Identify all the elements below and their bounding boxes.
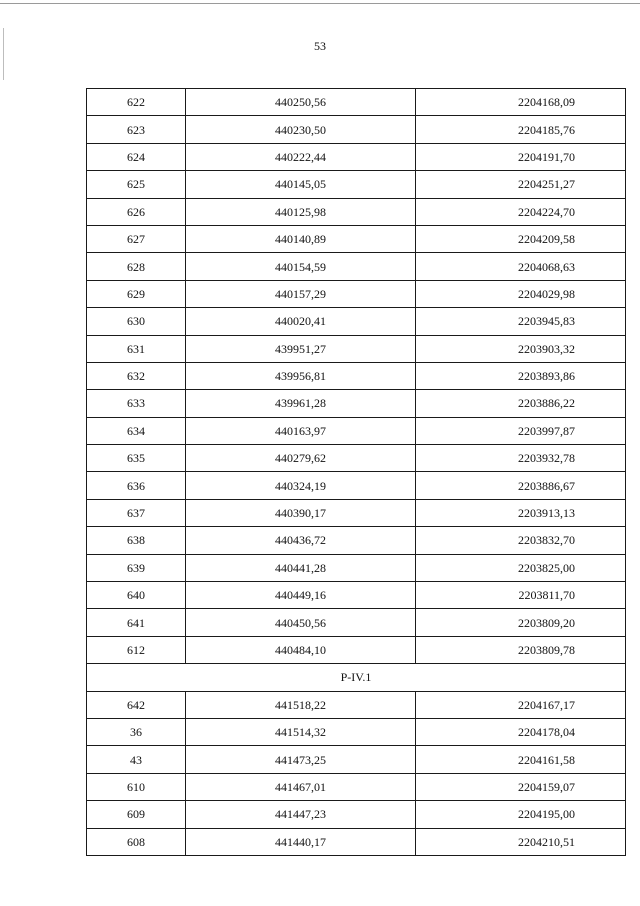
table-row xyxy=(87,198,626,225)
table-row xyxy=(87,89,626,116)
table-row xyxy=(87,609,626,636)
x-coordinate-cell: 440441,28 xyxy=(186,554,416,581)
table-section xyxy=(87,664,626,691)
table-row xyxy=(87,499,626,526)
y-coordinate-cell: 2204224,70 xyxy=(416,198,626,225)
y-coordinate-cell: 2203825,00 xyxy=(416,554,626,581)
table-row xyxy=(87,417,626,444)
point-number-cell: 633 xyxy=(87,390,186,417)
point-number-cell: 625 xyxy=(87,171,186,198)
coordinates-table xyxy=(86,88,626,856)
table-row xyxy=(87,143,626,170)
point-number-cell: 631 xyxy=(87,335,186,362)
y-coordinate-cell: 2203903,32 xyxy=(416,335,626,362)
point-number-cell: 638 xyxy=(87,527,186,554)
table-body-after xyxy=(87,691,626,855)
y-coordinate-cell: 2204068,63 xyxy=(416,253,626,280)
x-coordinate-cell: 440449,16 xyxy=(186,582,416,609)
point-number-cell: 610 xyxy=(87,773,186,800)
y-coordinate-cell: 2204168,09 xyxy=(416,89,626,116)
y-coordinate-cell: 2204161,58 xyxy=(416,746,626,773)
y-coordinate-cell: 2203832,70 xyxy=(416,527,626,554)
x-coordinate-cell: 440250,56 xyxy=(186,89,416,116)
point-number-cell: 639 xyxy=(87,554,186,581)
y-coordinate-cell: 2203913,13 xyxy=(416,499,626,526)
x-coordinate-cell: 441447,23 xyxy=(186,801,416,828)
table-row xyxy=(87,362,626,389)
point-number-cell: 624 xyxy=(87,143,186,170)
x-coordinate-cell: 440324,19 xyxy=(186,472,416,499)
table-row xyxy=(87,801,626,828)
x-coordinate-cell: 440222,44 xyxy=(186,143,416,170)
point-number-cell: 629 xyxy=(87,280,186,307)
x-coordinate-cell: 439956,81 xyxy=(186,362,416,389)
x-coordinate-cell: 440279,62 xyxy=(186,445,416,472)
x-coordinate-cell: 440125,98 xyxy=(186,198,416,225)
point-number-cell: 635 xyxy=(87,445,186,472)
point-number-cell: 634 xyxy=(87,417,186,444)
table-row xyxy=(87,828,626,855)
y-coordinate-cell: 2203932,78 xyxy=(416,445,626,472)
x-coordinate-cell: 440230,50 xyxy=(186,116,416,143)
y-coordinate-cell: 2203809,20 xyxy=(416,609,626,636)
point-number-cell: 608 xyxy=(87,828,186,855)
y-coordinate-cell: 2204178,04 xyxy=(416,718,626,745)
table-row xyxy=(87,280,626,307)
point-number-cell: 637 xyxy=(87,499,186,526)
table-row xyxy=(87,582,626,609)
point-number-cell: 636 xyxy=(87,472,186,499)
x-coordinate-cell: 440436,72 xyxy=(186,527,416,554)
point-number-cell: 641 xyxy=(87,609,186,636)
x-coordinate-cell: 440140,89 xyxy=(186,225,416,252)
point-number-cell: 640 xyxy=(87,582,186,609)
table-row xyxy=(87,116,626,143)
y-coordinate-cell: 2203997,87 xyxy=(416,417,626,444)
x-coordinate-cell: 441514,32 xyxy=(186,718,416,745)
y-coordinate-cell: 2203811,70 xyxy=(416,582,626,609)
table-row xyxy=(87,171,626,198)
page-number: 53 xyxy=(314,39,326,53)
point-number-cell: 626 xyxy=(87,198,186,225)
table-row xyxy=(87,308,626,335)
y-coordinate-cell: 2204185,76 xyxy=(416,116,626,143)
x-coordinate-cell: 440157,29 xyxy=(186,280,416,307)
y-coordinate-cell: 2204167,17 xyxy=(416,691,626,718)
point-number-cell: 642 xyxy=(87,691,186,718)
table-row xyxy=(87,253,626,280)
x-coordinate-cell: 440390,17 xyxy=(186,499,416,526)
section-title: P-IV.1 xyxy=(87,664,626,691)
y-coordinate-cell: 2203809,78 xyxy=(416,636,626,663)
table-row xyxy=(87,527,626,554)
scan-edge-line xyxy=(0,3,640,4)
table-body-before xyxy=(87,89,626,664)
x-coordinate-cell: 440020,41 xyxy=(186,308,416,335)
x-coordinate-cell: 439961,28 xyxy=(186,390,416,417)
point-number-cell: 622 xyxy=(87,89,186,116)
table-row xyxy=(87,773,626,800)
table-row xyxy=(87,746,626,773)
y-coordinate-cell: 2204209,58 xyxy=(416,225,626,252)
table-row xyxy=(87,718,626,745)
y-coordinate-cell: 2204029,98 xyxy=(416,280,626,307)
x-coordinate-cell: 440163,97 xyxy=(186,417,416,444)
x-coordinate-cell: 440145,05 xyxy=(186,171,416,198)
y-coordinate-cell: 2203886,22 xyxy=(416,390,626,417)
x-coordinate-cell: 440484,10 xyxy=(186,636,416,663)
table-row xyxy=(87,335,626,362)
y-coordinate-cell: 2204210,51 xyxy=(416,828,626,855)
x-coordinate-cell: 439951,27 xyxy=(186,335,416,362)
table-row xyxy=(87,390,626,417)
point-number-cell: 628 xyxy=(87,253,186,280)
point-number-cell: 43 xyxy=(87,746,186,773)
y-coordinate-cell: 2204191,70 xyxy=(416,143,626,170)
table-row xyxy=(87,472,626,499)
point-number-cell: 609 xyxy=(87,801,186,828)
x-coordinate-cell: 441440,17 xyxy=(186,828,416,855)
point-number-cell: 623 xyxy=(87,116,186,143)
x-coordinate-cell: 440154,59 xyxy=(186,253,416,280)
x-coordinate-cell: 441467,01 xyxy=(186,773,416,800)
point-number-cell: 36 xyxy=(87,718,186,745)
table-row xyxy=(87,691,626,718)
table-row xyxy=(87,445,626,472)
table-row xyxy=(87,225,626,252)
point-number-cell: 630 xyxy=(87,308,186,335)
point-number-cell: 632 xyxy=(87,362,186,389)
point-number-cell: 627 xyxy=(87,225,186,252)
y-coordinate-cell: 2203893,86 xyxy=(416,362,626,389)
table-row xyxy=(87,636,626,663)
x-coordinate-cell: 441473,25 xyxy=(186,746,416,773)
section-row xyxy=(87,664,626,691)
y-coordinate-cell: 2203886,67 xyxy=(416,472,626,499)
y-coordinate-cell: 2204159,07 xyxy=(416,773,626,800)
table-row xyxy=(87,554,626,581)
y-coordinate-cell: 2203945,83 xyxy=(416,308,626,335)
y-coordinate-cell: 2204251,27 xyxy=(416,171,626,198)
point-number-cell: 612 xyxy=(87,636,186,663)
x-coordinate-cell: 440450,56 xyxy=(186,609,416,636)
y-coordinate-cell: 2204195,00 xyxy=(416,801,626,828)
x-coordinate-cell: 441518,22 xyxy=(186,691,416,718)
